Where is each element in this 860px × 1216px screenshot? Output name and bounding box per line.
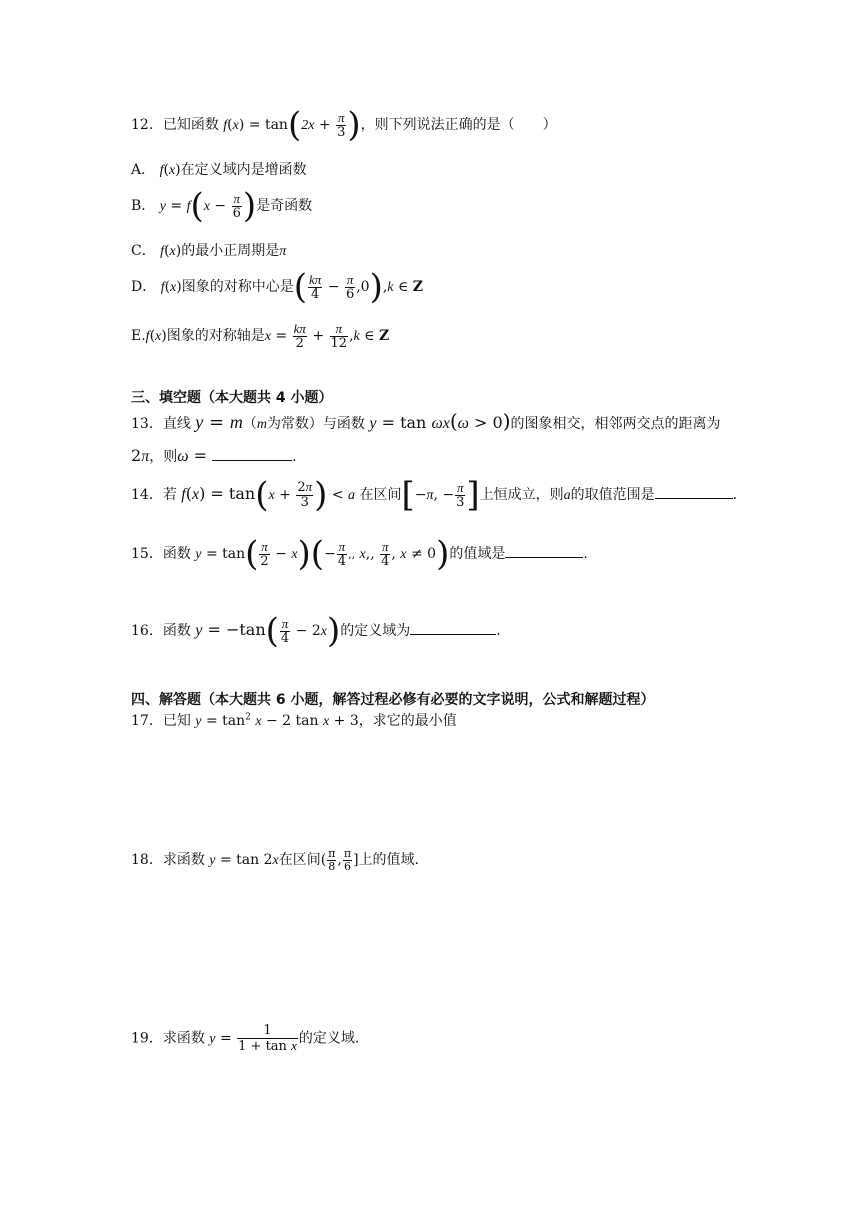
q17-text-1: 已知 (162, 713, 191, 729)
q19: 19．求函数 y = $\frac{1}{\text{1 + tan x}}$ 的定义域. (131, 1023, 360, 1054)
q15-number: 15． (131, 546, 163, 562)
q15-text-1: 函数 (162, 546, 191, 562)
q12-option-a: A． f(x)在定义域内是增函数 (131, 162, 307, 178)
section-4-heading: 四、解答题（本大题共 6 小题，解答过程必修有必要的文字说明，公式和解题过程） (131, 692, 655, 708)
q17-number: 17． (131, 713, 163, 729)
q14-text-1: 若 (162, 487, 177, 503)
q13-line1: 13．直线 y = m（m为常数）与函数 y = tan ωx(ω > 0)的图象相交，相邻两交点的距离为 (131, 409, 721, 433)
q14-text-4: 的取值范围是 (570, 487, 655, 503)
q16-text-2: 的定义域为 (340, 623, 411, 639)
q18-text-3: 上的值域. (358, 852, 420, 869)
q13-text-3: 为常数）与函数 (266, 416, 365, 432)
option-c-label: C． (131, 243, 156, 259)
q19-text-1: 求函数 (162, 1030, 205, 1047)
q12-question: ，则下列说法正确的是（ ） (360, 117, 557, 133)
q13-answer-blank[interactable] (212, 448, 292, 461)
q13-text-2: （ (242, 416, 257, 432)
option-e-label: E. (131, 328, 146, 345)
q18-text-2: 在区间 (278, 852, 321, 869)
q16-text-1: 函数 (162, 623, 191, 639)
q19-number: 19． (131, 1030, 163, 1047)
option-c-text: 的最小正周期是 (181, 243, 280, 259)
q12-stem-text: 已知函数 (162, 117, 219, 133)
q13-line2: 2π，则ω = . (131, 446, 297, 465)
option-b-text: 是奇函数 (256, 198, 313, 214)
option-e-text: 图象的对称轴是 (166, 328, 265, 345)
q14-number: 14． (131, 487, 163, 503)
q17-text-2: ，求它的最小值 (358, 713, 457, 729)
q18-text-1: 求函数 (162, 852, 205, 869)
q14-answer-blank[interactable] (655, 486, 733, 499)
option-a-label: A． (131, 162, 156, 178)
q16-number: 16． (131, 623, 163, 639)
option-d-text: 图象的对称中心是 (181, 279, 294, 295)
q19-text-2: 的定义域. (298, 1030, 360, 1047)
q13-text-1: 直线 (162, 416, 191, 432)
q15-text-2: 的值域是 (449, 546, 506, 562)
q15-answer-blank[interactable] (505, 545, 583, 558)
q13-text-5: ，则 (149, 449, 178, 465)
q12-option-c: C． f(x)的最小正周期是π (131, 243, 287, 259)
q12-number: 12． (131, 117, 163, 133)
q16-answer-blank[interactable] (410, 622, 496, 635)
q18: 18．求函数 y = tan 2x在区间( $\frac{\pi}{8}$ , $\frac{\pi}{6}$ ]上的值域. (131, 847, 420, 873)
q14-text-2: 在区间 (359, 487, 402, 503)
option-b-label: B． (131, 198, 156, 214)
q12-option-b: B． y = f(x − $\frac{\pi}{6}$ )是奇函数 (131, 186, 313, 226)
q14-text-3: 上恒成立，则 (479, 487, 564, 503)
q12-option-d: D． f(x)图象的对称中心是( $\frac{k\pi}{4}$ − $\frac{\pi}{6}$ ,0),k ∈ Z (131, 267, 424, 307)
q12-option-e: E.f(x)图象的对称轴是x = $\frac{k\pi}{2}$ + $\frac{\pi}{12}$ ,k ∈ Z (131, 321, 390, 351)
option-a-text: 在定义域内是增函数 (180, 162, 307, 178)
q17: 17．已知 $y = \tan^2 x - 2$ tan x + 3，求它的最小值 (131, 712, 457, 729)
q12-stem: 12．已知函数 f(x) = tan(2x + $\frac{\pi}{3}$ )，则下列说法正确的是（ ） (131, 105, 557, 145)
q14: 14．若 f(x) = tan(x + $\frac{2\pi}{3}$ ) < a 在区间[−π, − $\frac{\pi}{3}$ ]上恒成立，则a的取值范围是 . (131, 475, 738, 515)
q16: 16．函数 y = −tan( $\frac{\pi}{4}$ − 2x)的定义域为 . (131, 611, 501, 651)
q13-text-4: 的图象相交，相邻两交点的距离为 (510, 416, 721, 432)
section-3-heading: 三、填空题（本大题共 4 小题） (131, 390, 333, 406)
q13-number: 13． (131, 416, 163, 432)
q12-formula: f (223, 118, 228, 133)
option-d-label: D． (131, 279, 157, 295)
q18-number: 18． (131, 852, 163, 869)
q15: 15．函数 y = tan( $\frac{\pi}{2}$ − x)(− $\frac{\pi}{4}$ ,, x,, $\frac{\pi}{4}$ , x ≠ 0)的值域是 . (131, 534, 588, 574)
